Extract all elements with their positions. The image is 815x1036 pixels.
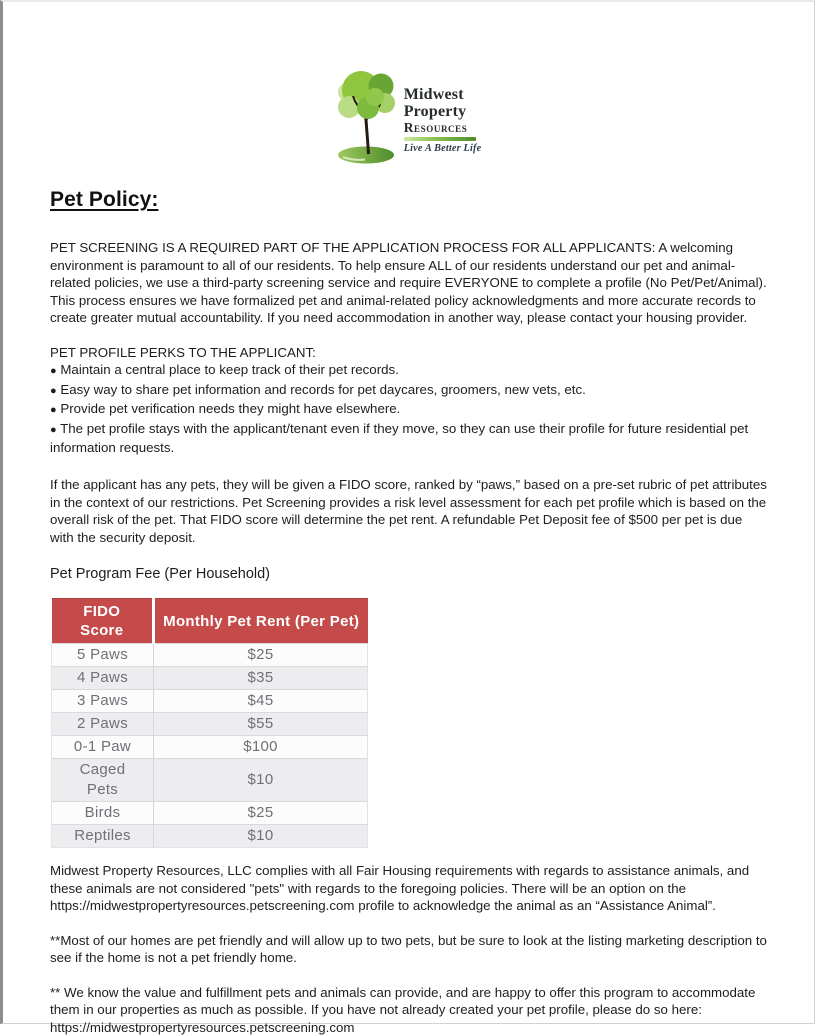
logo-name-line2: Property bbox=[403, 103, 467, 120]
rent-cell: $10 bbox=[154, 825, 368, 848]
rent-cell: $55 bbox=[154, 713, 368, 736]
fido-score-cell: Birds bbox=[52, 802, 154, 825]
petscreening-link[interactable]: https://midwestpropertyresources.petscreening.com bbox=[50, 898, 355, 914]
logo-tagline: Live A Better Life bbox=[403, 143, 482, 154]
logo-name-line3: Resources bbox=[403, 120, 468, 135]
bullet-icon: ● bbox=[50, 423, 57, 436]
rent-cell: $45 bbox=[154, 690, 368, 713]
bullet-icon: ● bbox=[50, 384, 57, 397]
fido-score-cell: 0-1 Paw bbox=[52, 736, 154, 759]
perk-text: Maintain a central place to keep track of their pet records. bbox=[60, 362, 399, 378]
rent-cell: $100 bbox=[154, 736, 368, 759]
fair-housing-text-post: profile to acknowledge the animal as an “Assistance Animal”. bbox=[354, 898, 716, 914]
table-row bbox=[52, 667, 368, 690]
bullet-icon: ● bbox=[50, 404, 57, 417]
fido-score-cell: Caged Pets bbox=[52, 759, 154, 802]
company-logo bbox=[334, 2, 484, 166]
col-header-monthly-rent: Monthly Pet Rent (Per Pet) bbox=[154, 599, 368, 644]
fair-housing-text-pre: Midwest Property Resources, LLC complies with all Fair Housing requirements with regards to assistance animals, and these animals are not considered "pets" with regards to the foregoing policies. There will be an option on the bbox=[50, 863, 750, 896]
tree-logo-icon bbox=[337, 66, 399, 166]
fee-heading: Pet Program Fee (Per Household) bbox=[50, 566, 271, 583]
perk-text: Provide pet verification needs they might have elsewhere. bbox=[60, 401, 401, 417]
perk-text: The pet profile stays with the applicant/tenant even if they move, so they can use their profile for future residential pet information requests. bbox=[50, 420, 749, 456]
intro-paragraph: PET SCREENING IS A REQUIRED PART OF THE APPLICATION PROCESS FOR ALL APPLICANTS: A welcoming environment is paramount to all of our residents. To help ensure ALL of our residents understand our pet and animal-related policies, we use a third-party screening service and require EVERYONE to complete a profile (No Pet/Pet/Animal). This process ensures we have formalized pet and animal-related policy acknowledgments and more accurate records to create greater mutual accountability. If you need accommodation in another way, please contact your housing provider. bbox=[50, 240, 767, 325]
logo-green-bar bbox=[404, 137, 476, 141]
rent-cell: $10 bbox=[154, 759, 368, 802]
pet-friendly-note: **Most of our homes are pet friendly and will allow up to two pets, but be sure to look at the listing marketing description to see if the home is not a pet friendly home. bbox=[50, 932, 767, 966]
pet-fee-table bbox=[51, 598, 368, 848]
bullet-icon: ● bbox=[50, 365, 57, 378]
rent-cell: $25 bbox=[154, 802, 368, 825]
table-row bbox=[52, 759, 368, 802]
table-row bbox=[52, 690, 368, 713]
col-header-fido-score: FIDO Score bbox=[52, 599, 154, 644]
fido-paragraph: If the applicant has any pets, they will be given a FIDO score, ranked by “paws,” based on a pre-set rubric of pet attributes in the context of our restrictions. Pet Screening provides a risk level assessment for each pet profile which is based on the overall risk of the pet. That FIDO score will determine the pet rent. A refundable Pet Deposit fee of $500 per pet is due with the security deposit. bbox=[50, 477, 767, 545]
page-title: Pet Policy: bbox=[50, 188, 159, 211]
fido-score-cell: 3 Paws bbox=[52, 690, 154, 713]
fido-score-cell: 2 Paws bbox=[52, 713, 154, 736]
perk-item bbox=[50, 420, 768, 457]
rent-cell: $25 bbox=[154, 644, 368, 667]
fido-score-cell: 4 Paws bbox=[52, 667, 154, 690]
program-note-text: ** We know the value and fulfillment pets and animals can provide, and are happy to offer this program to accommodate them in our properties as much as possible. If you have not already created your pet profile, please do so here: bbox=[50, 984, 756, 1018]
logo-name-line1: Midwest bbox=[403, 86, 464, 103]
fair-housing-paragraph bbox=[50, 862, 768, 915]
perk-item bbox=[50, 381, 768, 401]
table-row bbox=[52, 644, 368, 667]
perks-heading: PET PROFILE PERKS TO THE APPLICANT: bbox=[50, 344, 316, 360]
table-row bbox=[52, 802, 368, 825]
fido-score-cell: Reptiles bbox=[52, 825, 154, 848]
table-header-row bbox=[52, 599, 368, 644]
perk-text: Easy way to share pet information and records for pet daycares, groomers, new vets, etc. bbox=[60, 381, 586, 397]
fido-score-cell: 5 Paws bbox=[52, 644, 154, 667]
petscreening-link[interactable]: https://midwestpropertyresources.petscreening.com bbox=[50, 1019, 355, 1035]
perk-item bbox=[50, 361, 768, 381]
program-note bbox=[50, 984, 768, 1036]
perks-section bbox=[50, 344, 768, 458]
rent-cell: $35 bbox=[154, 667, 368, 690]
table-row bbox=[52, 825, 368, 848]
logo-text bbox=[404, 66, 482, 154]
table-row bbox=[52, 736, 368, 759]
perk-item bbox=[50, 400, 768, 420]
table-row bbox=[52, 713, 368, 736]
